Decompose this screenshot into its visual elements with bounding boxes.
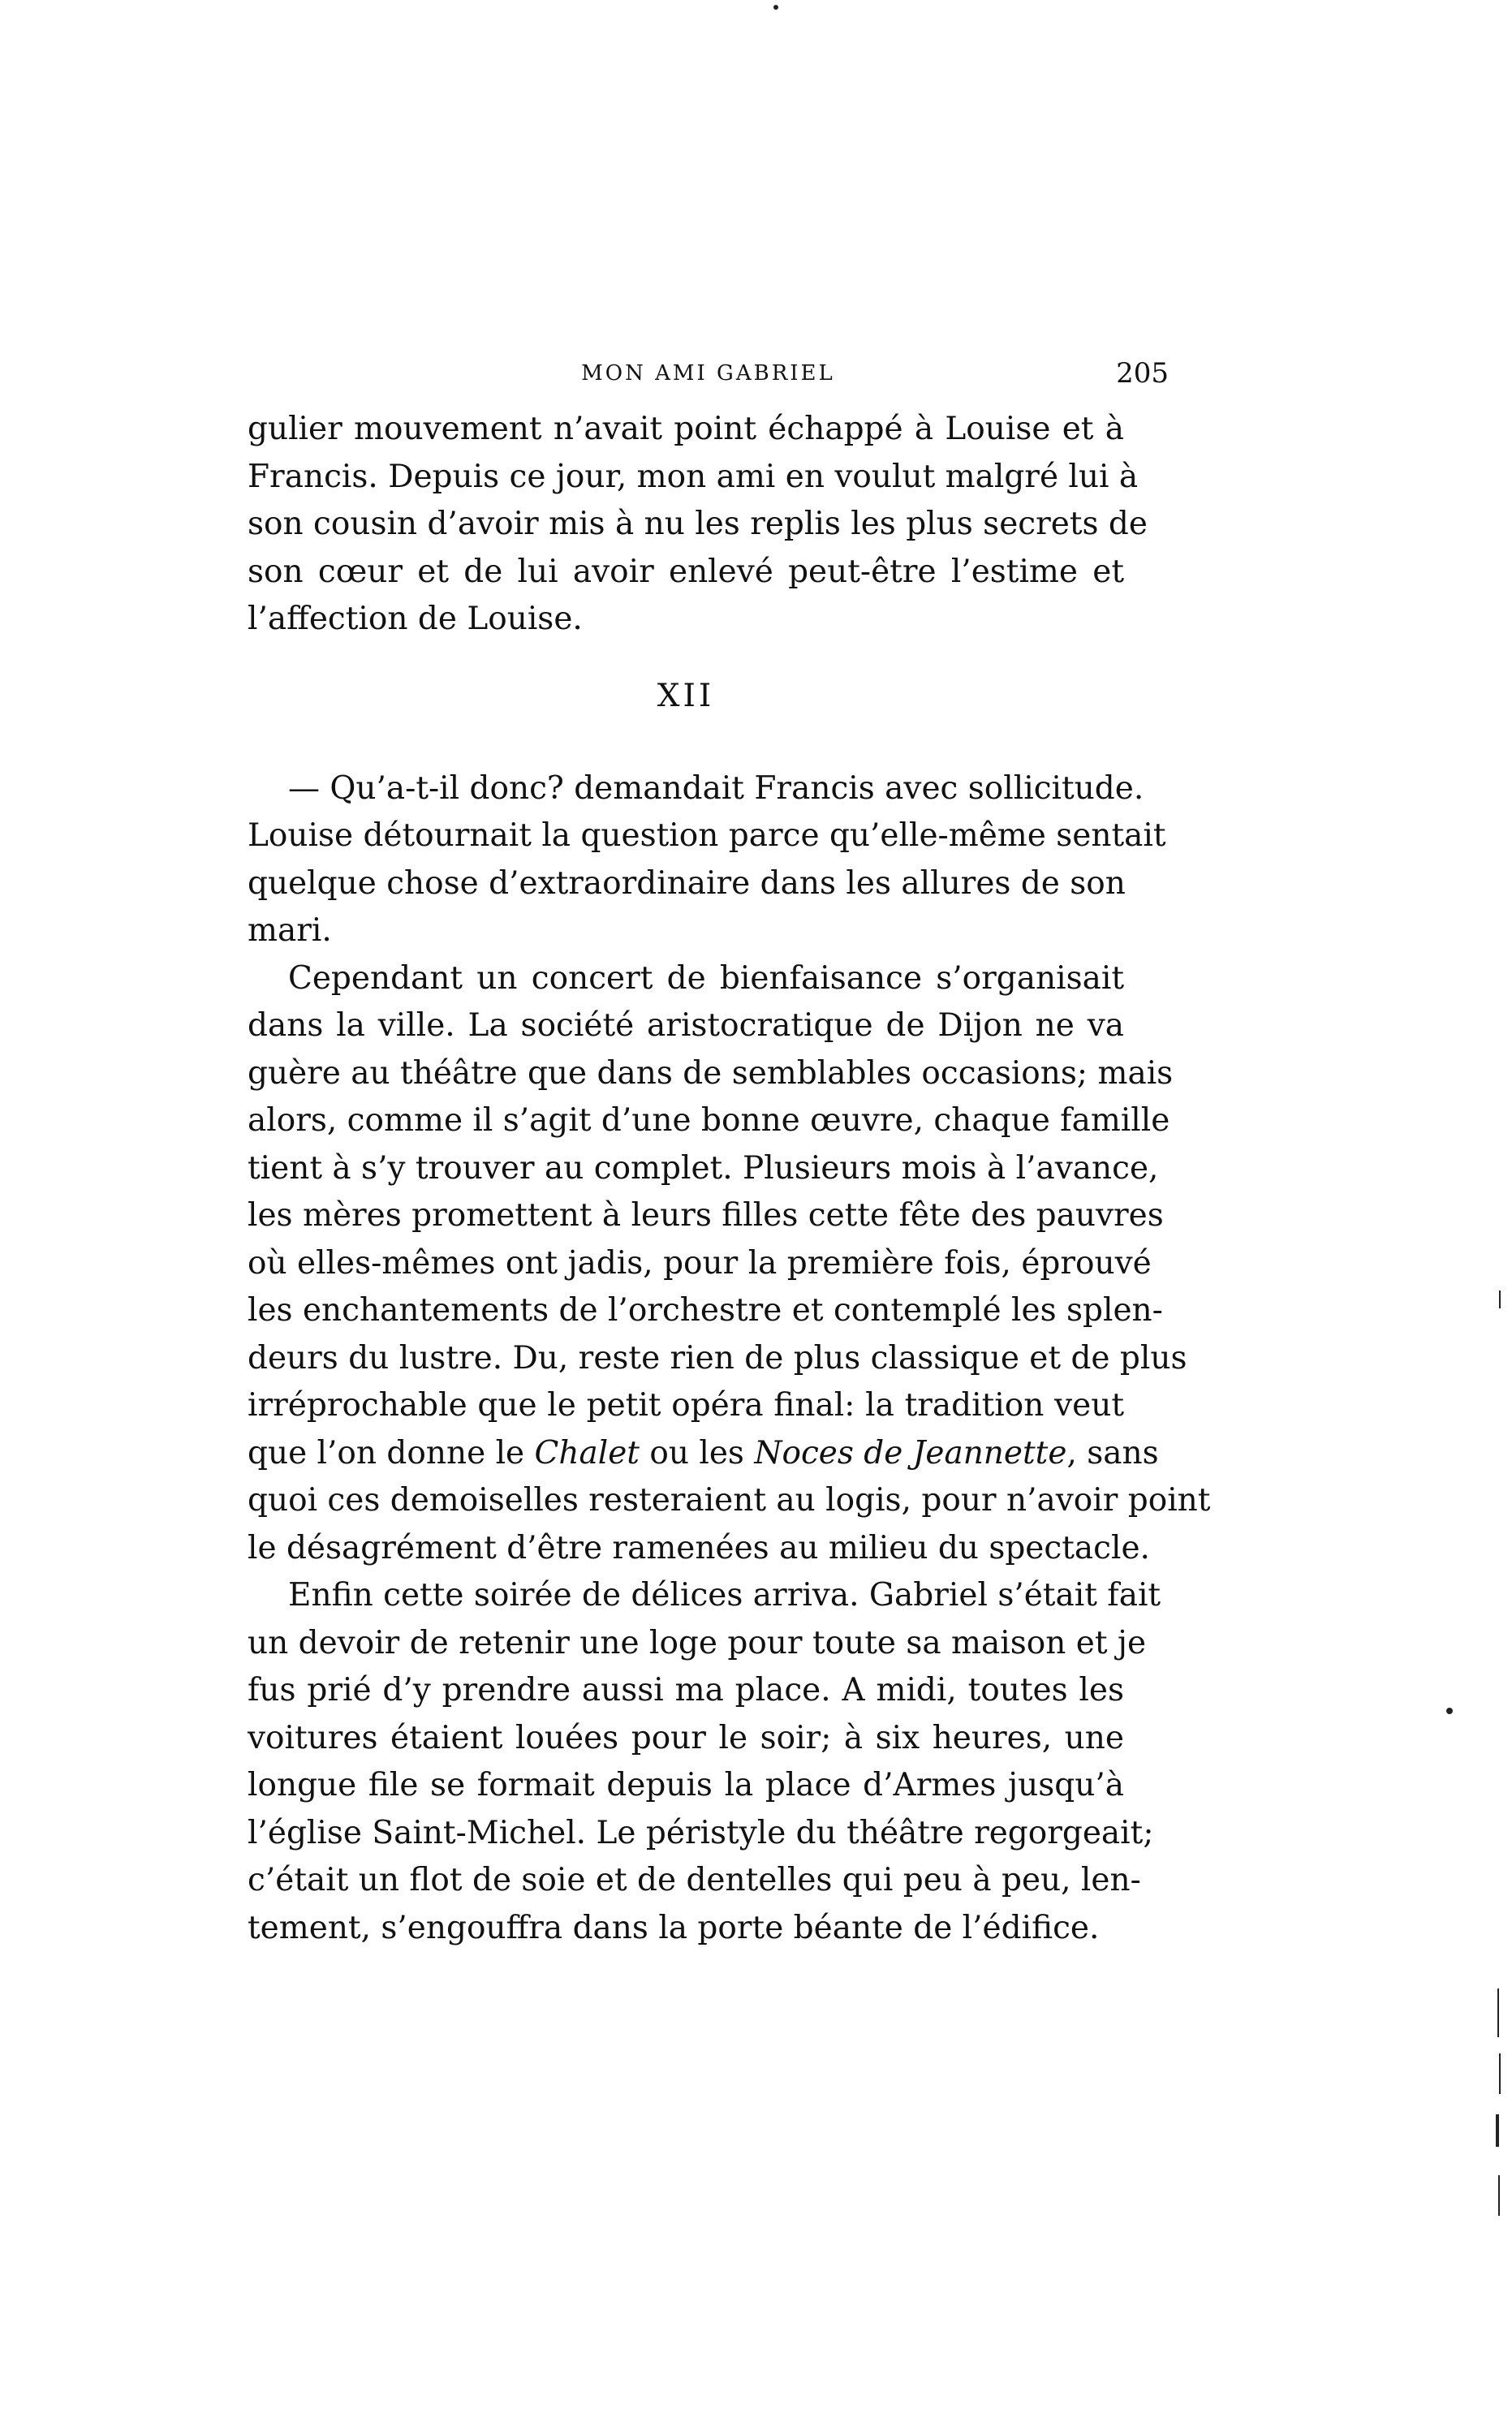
paragraph-4 xyxy=(248,1572,1161,1952)
section-heading: XII xyxy=(657,677,715,714)
text-line: voitures étaient louées pour le soir; à six heures, une xyxy=(248,1719,1124,1756)
text-line: guère au théâtre que dans de semblables occasions; mais xyxy=(248,1054,1174,1092)
text-line: Enfin cette soirée de délices arriva. Gabriel s’était fait xyxy=(288,1577,1161,1614)
text-line: l’église Saint-Michel. Le péristyle du théâtre regorgeait; xyxy=(248,1814,1154,1851)
text-line: tement, s’engouffra dans la porte béante de l’édifice. xyxy=(248,1909,1100,1946)
text-line: quelque chose d’extraordinaire dans les allures de son xyxy=(248,864,1126,902)
line-prefix: que l’on donne le xyxy=(248,1434,535,1471)
text-line: son cousin d’avoir mis à nu les replis les plus secrets de xyxy=(248,506,1148,542)
running-title: MON AMI GABRIEL xyxy=(581,361,835,386)
text-line: quoi ces demoiselles resteraient au logis, pour n’avoir point xyxy=(248,1482,1211,1519)
text-line: un devoir de retenir une loge pour toute sa maison et je xyxy=(248,1624,1147,1661)
text-block xyxy=(248,406,1211,1952)
paragraph-1 xyxy=(248,406,1148,644)
scan-speck xyxy=(773,5,778,10)
text-line: alors, comme il s’agit d’une bonne œuvre, chaque famille xyxy=(248,1102,1170,1139)
text-line: les mères promettent à leurs filles cette fête des pauvres xyxy=(248,1197,1164,1234)
paragraph-3 xyxy=(248,955,1211,1573)
text-line: irréprochable que le petit opéra final: la tradition veut xyxy=(248,1387,1124,1424)
text-line: où elles-mêmes ont jadis, pour la première fois, éprouvé xyxy=(248,1244,1152,1282)
text-line: son cœur et de lui avoir enlevé peut-être l’estime et xyxy=(248,553,1124,590)
scan-speck xyxy=(1498,2175,1500,2216)
running-head xyxy=(248,357,1169,406)
text-line: c’était un flot de soie et de dentelles qui peu à peu, len- xyxy=(248,1862,1141,1898)
scan-speck xyxy=(1499,1291,1501,1308)
text-line: Cependant un concert de bienfaisance s’organisait xyxy=(288,959,1124,997)
work-title-chalet: Chalet xyxy=(534,1434,640,1471)
line-middle: ou les xyxy=(639,1434,755,1471)
scan-speck xyxy=(1499,2053,1501,2094)
text-line: fus prié d’y prendre aussi ma place. A midi, toutes les xyxy=(248,1672,1124,1708)
text-line: deurs du lustre. Du, reste rien de plus classique et de plus xyxy=(248,1339,1187,1377)
scan-speck xyxy=(1446,1708,1453,1714)
work-title-noces: Noces de Jeannette xyxy=(754,1434,1067,1471)
text-line: l’affection de Louise. xyxy=(248,601,583,637)
text-line-with-titles xyxy=(248,1430,1159,1478)
text-line: le désagrément d’être ramenées au milieu du spectacle. xyxy=(248,1529,1150,1566)
line-suffix: , sans xyxy=(1066,1434,1159,1471)
page-number: 205 xyxy=(1116,357,1169,390)
scan-speck xyxy=(1497,1989,1499,2037)
paragraph-2 xyxy=(248,765,1166,955)
text-line: les enchantements de l’orchestre et contemplé les splen- xyxy=(248,1292,1163,1329)
text-line: mari. xyxy=(248,912,332,949)
text-line: Louise détournait la question parce qu’elle-même sentait xyxy=(248,817,1166,854)
text-line: gulier mouvement n’avait point échappé à Louise et à xyxy=(248,411,1124,447)
scan-speck xyxy=(1496,2114,1499,2147)
text-line: — Qu’a-t-il donc? demandait Francis avec sollicitude. xyxy=(288,769,1144,807)
text-line: tient à s’y trouver au complet. Plusieurs mois à l’avance, xyxy=(248,1149,1159,1187)
text-line: dans la ville. La société aristocratique de Dijon ne va xyxy=(248,1007,1124,1044)
text-line: longue file se formait depuis la place d’Armes jusqu’à xyxy=(248,1767,1124,1803)
text-line: Francis. Depuis ce jour, mon ami en voulut malgré lui à xyxy=(248,458,1139,495)
